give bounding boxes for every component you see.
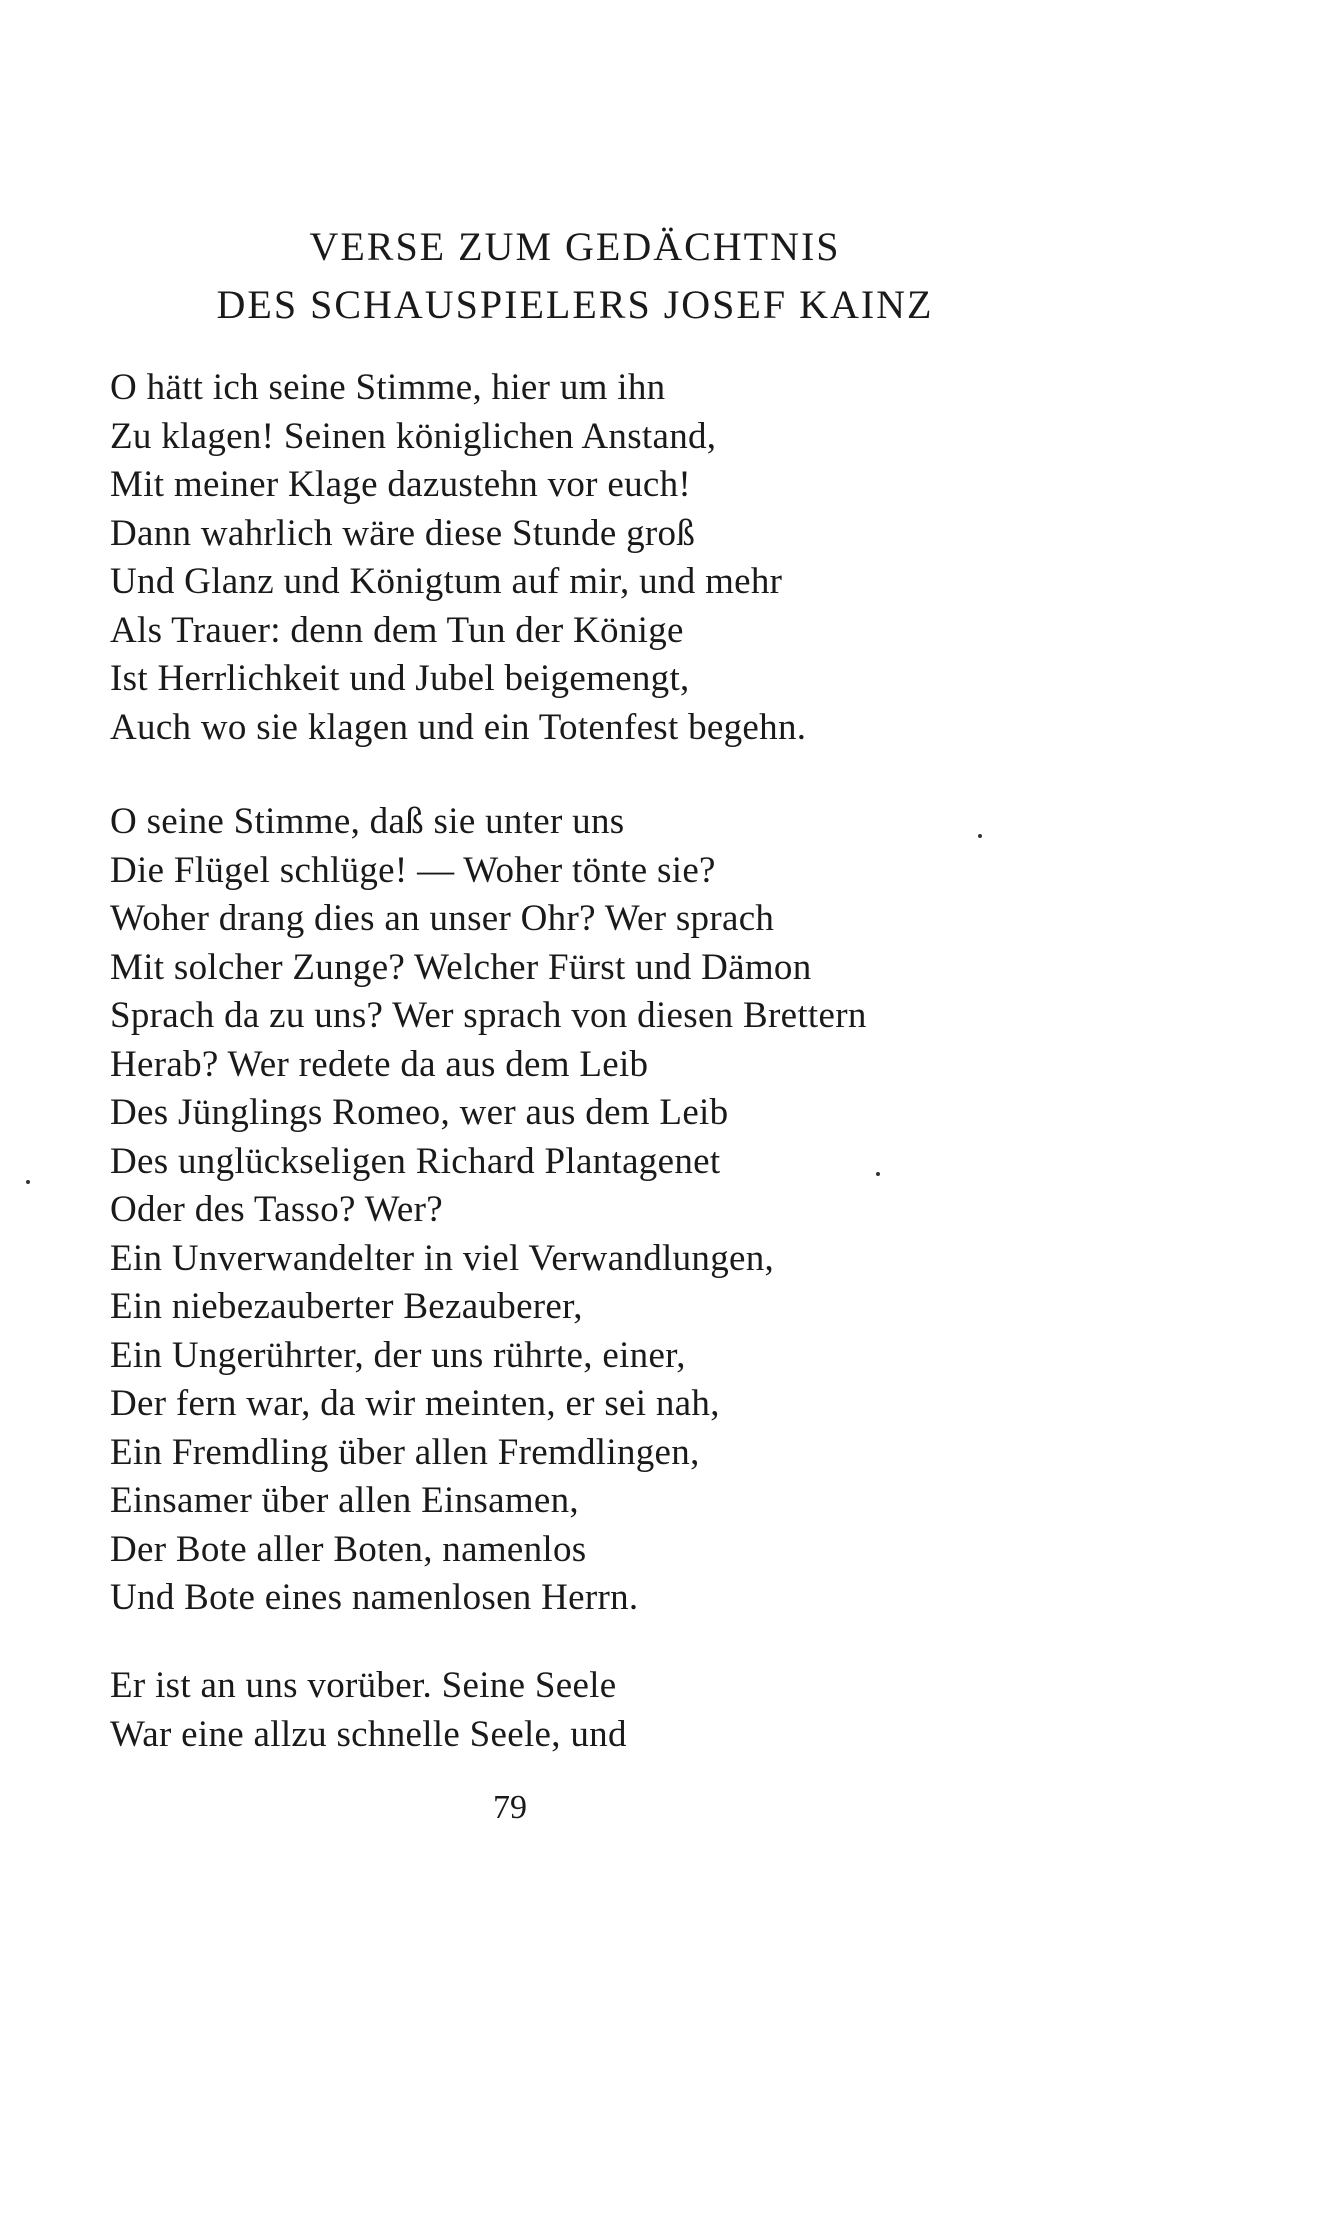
verse-line: O hätt ich seine Stimme, hier um ihn <box>110 367 666 408</box>
page-number: 79 <box>493 1789 527 1826</box>
verse-line: Ein Unverwandelter in viel Verwandlungen, <box>110 1237 775 1279</box>
verse-line: Und Glanz und Königtum auf mir, und mehr <box>110 561 783 602</box>
verse-line: Sprach da zu uns? Wer sprach von diesen Brettern <box>110 995 867 1036</box>
title-line: VERSE ZUM GEDÄCHTNIS <box>309 224 841 269</box>
verse-line: Oder des Tasso? Wer? <box>110 1189 443 1230</box>
verse-line: Dann wahrlich wäre diese Stunde groß <box>110 512 696 554</box>
verse-line: Der fern war, da wir meinten, er sei nah, <box>110 1383 720 1424</box>
verse-line: Auch wo sie klagen und ein Totenfest begehn. <box>110 706 807 748</box>
verse-line: Der Bote aller Boten, namenlos <box>110 1528 587 1570</box>
verse-line: Ein Fremdling über allen Fremdlingen, <box>110 1431 700 1473</box>
title-line: DES SCHAUSPIELERS JOSEF KAINZ <box>216 282 934 327</box>
verse-line: Ist Herrlichkeit und Jubel beigemengt, <box>110 658 690 699</box>
poem-title <box>80 218 1070 334</box>
verse-line: Zu klagen! Seinen königlichen Anstand, <box>110 415 717 457</box>
verse-line: Die Flügel schlüge! — Woher tönte sie? <box>110 849 716 891</box>
verse-line: Als Trauer: denn dem Tun der Könige <box>110 609 684 651</box>
stanza-1 <box>110 364 1010 752</box>
verse-line: Mit solcher Zunge? Welcher Fürst und Dämon <box>110 946 812 988</box>
verse-line: Des Jünglings Romeo, wer aus dem Leib <box>110 1092 729 1133</box>
verse-line: Er ist an uns vorüber. Seine Seele <box>110 1665 617 1706</box>
verse-line: Einsamer über allen Einsamen, <box>110 1480 579 1521</box>
verse-line: Woher drang dies an unser Ohr? Wer sprach <box>110 898 775 939</box>
verse-line: Ein Ungerührter, der uns rührte, einer, <box>110 1334 686 1376</box>
verse-line: Mit meiner Klage dazustehn vor euch! <box>110 464 692 505</box>
stanza-2 <box>110 798 1010 1623</box>
scan-speck <box>978 834 982 838</box>
verse-line: War eine allzu schnelle Seele, und <box>110 1713 627 1755</box>
scan-speck <box>876 1172 880 1176</box>
scan-speck <box>26 1180 30 1184</box>
verse-line: Herab? Wer redete da aus dem Leib <box>110 1043 649 1085</box>
verse-line: Und Bote eines namenlosen Herrn. <box>110 1577 639 1618</box>
stanza-3 <box>110 1662 1010 1759</box>
verse-line: Des unglückseligen Richard Plantagenet <box>110 1140 721 1182</box>
verse-line: Ein niebezauberter Bezauberer, <box>110 1286 583 1327</box>
verse-line: O seine Stimme, daß sie unter uns <box>110 801 625 842</box>
